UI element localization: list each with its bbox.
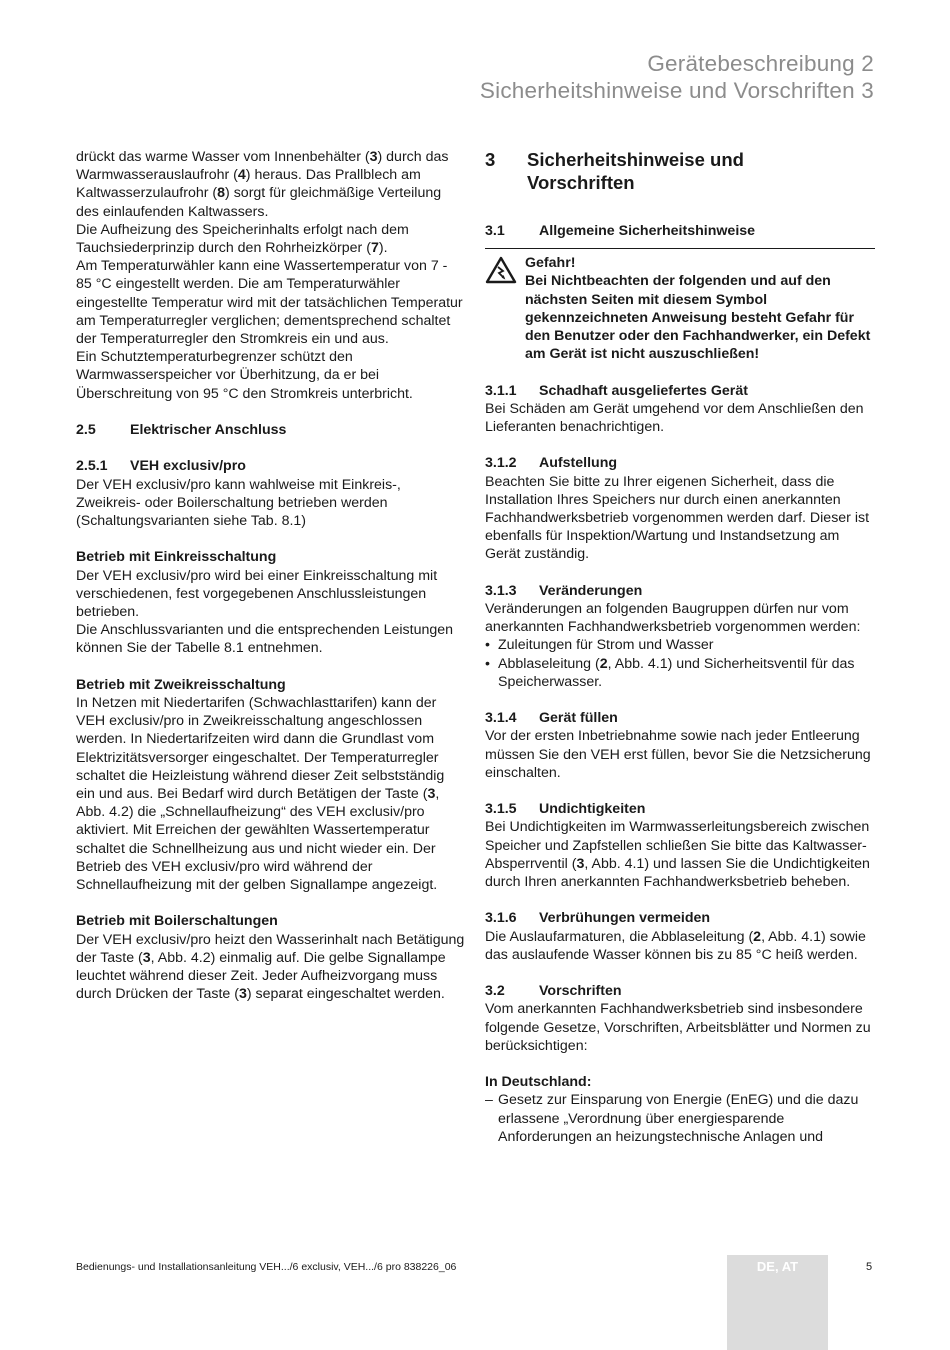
section-number: 2.5.1 <box>76 458 108 475</box>
paragraph: Beachten Sie bitte zu Ihrer eigenen Sicherheit, dass die Installation Ihres Speichers nur durch einen anerkannten Fachhandwerksbetrieb vorgenommen werden darf. Dieser ist ebenfalls für Inspektion/Wartung und Instandsetzung am Gerät zuständig. <box>485 473 870 563</box>
subheading: In Deutschland: <box>485 1074 592 1091</box>
paragraph: Vor der ersten Inbetriebnahme sowie nach jeder Entleerung müssen Sie den VEH erst füllen, bevor Sie die Netzsicherung einschalten. <box>485 728 871 781</box>
section-heading-3-1-1 <box>485 382 875 400</box>
language-tab <box>727 1255 828 1350</box>
paragraph: drückt das warme Wasser vom Innenbehälter (3) durch das Warmwasserauslaufrohr (4) heraus. Das Prallblech am Kaltwasserzulaufrohr (8) sorgt für gleichmäßige Verteilung des einlaufenden Kaltwassers. <box>76 149 449 220</box>
section-number: 3.1.1 <box>485 382 517 399</box>
paragraph: Die Auslaufarmaturen, die Abblaseleitung (2, Abb. 4.1) sowie das auslaufende Wasser können bis zu 85 °C heiß werden. <box>485 928 866 963</box>
section-heading-3-1-4 <box>485 709 875 727</box>
section-number: 3.1.6 <box>485 910 517 927</box>
warning-heading: Gefahr! <box>525 255 576 272</box>
paragraph: Der VEH exclusiv/pro wird bei einer Einkreisschaltung mit verschiedenen, fest vorgegebenen Anschlussleistungen betrieben. <box>76 567 438 621</box>
section-number: 3.1.2 <box>485 455 517 472</box>
language-label: DE, AT <box>756 1259 799 1274</box>
divider <box>485 248 875 249</box>
section-title: Gerät füllen <box>539 710 618 727</box>
chapter-heading-3 <box>485 148 875 194</box>
danger-warning <box>485 254 875 363</box>
section-number: 2.5 <box>76 422 96 439</box>
left-column <box>76 148 466 1003</box>
paragraph: Bei Undichtigkeiten im Warmwasserleitungsbereich zwischen Speicher und Zapfstellen schließen Sie bitte das Kaltwasser-Absperrventil (3, Abb. 4.1) und lassen Sie die Undichtigkeiten durch Ihren anerkannten Fachhandwerksbetrieb beheben. <box>485 819 870 891</box>
paragraph: Am Temperaturwähler kann eine Wassertemperatur von 7 - 85 °C eingestellt werden. Die am Temperaturwähler eingestellte Temperatur wird mit der tatsächlichen Temperatur am Temperaturregler verglichen; dementsprechend schaltet der Temperaturregler den Stromkreis ein und aus. <box>76 258 463 348</box>
paragraph: Bei Schäden am Gerät umgehend vor dem Anschließen den Lieferanten benachrichtigen. <box>485 400 864 436</box>
section-heading-3-1 <box>485 222 875 240</box>
section-number: 3.1.4 <box>485 710 517 727</box>
paragraph: Ein Schutztemperaturbegrenzer schützt den Warmwasserspeicher vor Überhitzung, da er bei Überschreitung von 95 °C den Stromkreis unterbricht. <box>76 349 413 402</box>
subheading: Betrieb mit Boilerschaltungen <box>76 913 278 930</box>
section-heading-2-5-1 <box>76 457 466 475</box>
section-title: Elektrischer Anschluss <box>130 422 287 439</box>
section-title: Schadhaft ausgeliefertes Gerät <box>539 382 748 399</box>
header-chapter-2: Gerätebeschreibung 2 <box>647 51 874 76</box>
paragraph: Der VEH exclusiv/pro kann wahlweise mit Einkreis-, Zweikreis- oder Boilerschaltung betrieben werden (Schaltungsvarianten siehe Tab. 8.1) <box>76 476 401 530</box>
section-heading-3-2 <box>485 982 875 1000</box>
section-heading-2-5 <box>76 421 466 439</box>
subheading: Betrieb mit Einkreisschaltung <box>76 549 277 566</box>
paragraph: Die Anschlussvarianten und die entsprechenden Leistungen können Sie der Tabelle 8.1 entnehmen. <box>76 622 454 657</box>
running-header <box>480 50 874 104</box>
section-heading-3-1-2 <box>485 454 875 472</box>
section-number: 3.1.3 <box>485 582 517 599</box>
dash-list <box>485 1091 875 1146</box>
section-title: Vorschriften <box>539 983 622 1000</box>
section-title: Verbrühungen vermeiden <box>539 910 711 927</box>
bullet-list <box>485 636 875 691</box>
section-title: Veränderungen <box>539 582 643 599</box>
section-title: Sicherheitshinweise und Vorschriften <box>527 149 744 193</box>
section-heading-3-1-6 <box>485 909 875 927</box>
right-column <box>485 148 875 1146</box>
section-title: VEH exclusiv/pro <box>130 458 246 475</box>
list-item: – Gesetz zur Einsparung von Energie (EnEG) und die dazu erlassene „Verordnung über energiesparende Anforderungen an heizungstechnische Anlagen und <box>485 1091 875 1146</box>
warning-triangle-icon <box>485 254 525 363</box>
paragraph: Vom anerkannten Fachhandwerksbetrieb sind insbesondere folgende Gesetze, Vorschriften, Arbeitsblätter und Normen zu berücksichtigen: <box>485 1001 871 1054</box>
paragraph: Die Aufheizung des Speicherinhalts erfolgt nach dem Tauchsiederprinzip durch den Rohrheizkörper (7). <box>76 221 409 257</box>
list-item: • Abblaseleitung (2, Abb. 4.1) und Sicherheitsventil für das Speicherwasser. <box>485 655 875 691</box>
section-number: 3.1 <box>485 223 505 239</box>
warning-text: Bei Nichtbeachten der folgenden und auf den nächsten Seiten mit diesem Symbol gekennzeichneten Anweisung besteht Gefahr für den Benutzer oder den Fachhandwerker, ein Defekt am Gerät ist nicht auszuschließen! <box>525 273 871 363</box>
section-heading-3-1-5 <box>485 800 875 818</box>
header-chapter-3: Sicherheitshinweise und Vorschriften 3 <box>479 78 874 103</box>
paragraph: Der VEH exclusiv/pro heizt den Wasserinhalt nach Betätigung der Taste (3, Abb. 4.2) einmalig auf. Die gelbe Signallampe leuchtet während dieser Zeit. Jeder Aufheizvorgang muss durch Drücken der Taste (3) separat eingeschaltet werden. <box>76 931 465 1003</box>
section-number: 3.1.5 <box>485 801 517 818</box>
page-number: 5 <box>866 1261 873 1273</box>
section-title: Undichtigkeiten <box>539 801 646 818</box>
section-heading-3-1-3 <box>485 582 875 600</box>
section-title: Aufstellung <box>539 455 618 472</box>
section-title: Allgemeine Sicherheitshinweise <box>539 223 756 239</box>
list-item: • Zuleitungen für Strom und Wasser <box>485 636 875 654</box>
subheading: Betrieb mit Zweikreisschaltung <box>76 676 286 693</box>
section-number: 3 <box>485 149 496 170</box>
footer-document-title: Bedienungs- und Installationsanleitung VEH.../6 exclusiv, VEH.../6 pro 838226_06 <box>76 1261 457 1273</box>
paragraph: Veränderungen an folgenden Baugruppen dürfen nur vom anerkannten Fachhandwerksbetrieb vorgenommen werden: <box>485 601 861 636</box>
paragraph: In Netzen mit Niedertarifen (Schwachlasttarifen) kann der VEH exclusiv/pro in Zweikreisschaltung angeschlossen werden. In Niedertarifzeiten wird dann die Grundlast vom Elektrizitätsversorger eingeschaltet. Der Temperaturregler schaltet die Heizleistung während dieser Zeit selbstständig ein und aus. Bei Bedarf wird durch Betätigen der Taste (3, Abb. 4.2) die „Schnellaufheizung“ des VEH exclusiv/pro aktiviert. Mit Erreichen der gewählten Wassertemperatur schaltet die Schnellheizung aus und nicht wieder ein. Der Betrieb des VEH exclusiv/pro wird während der Schnellaufheizung mit der gelben Signallampe angezeigt. <box>76 695 445 894</box>
section-number: 3.2 <box>485 983 505 1000</box>
